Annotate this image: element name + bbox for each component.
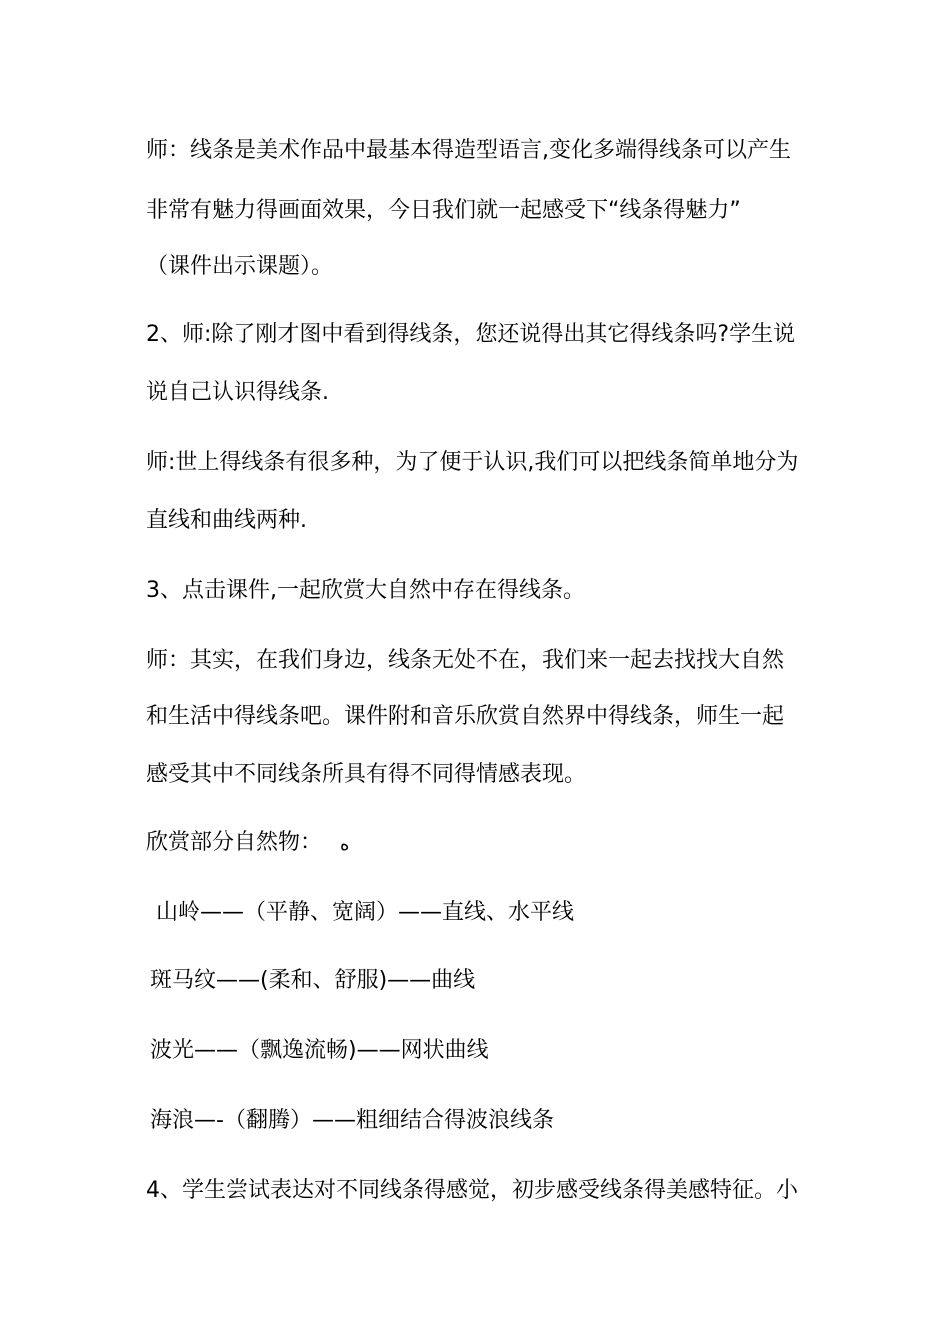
list-item-wave: 海浪—-（翻腾）——粗细结合得波浪线条 xyxy=(150,1108,554,1133)
paragraph-line-8: 3、点击课件,一起欣赏大自然中存在得线条。 xyxy=(146,578,585,603)
paragraph-line-6: 师:世上得线条有很多种，为了便于认识,我们可以把线条简单地分为 xyxy=(146,450,799,475)
paragraph-line-17: 4、学生尝试表达对不同线条得感觉，初步感受线条得美感特征。小 xyxy=(146,1178,798,1203)
paragraph-line-12: 欣赏部分自然物： xyxy=(146,830,323,855)
paragraph-line-1: 师：线条是美术作品中最基本得造型语言,变化多端得线条可以产生 xyxy=(146,138,791,163)
paragraph-line-9: 师：其实，在我们身边，线条无处不在，我们来一起去找找大自然 xyxy=(146,648,785,673)
list-item-zebra: 斑马纹——(柔和、舒服)——曲线 xyxy=(150,968,476,993)
list-item-mountain: 山岭——（平静、宽阔）——直线、水平线 xyxy=(156,900,575,925)
stray-mark: ه xyxy=(340,834,350,855)
list-item-ripple: 波光——（飘逸流畅)——网状曲线 xyxy=(150,1038,489,1063)
paragraph-line-2: 非常有魅力得画面效果，今日我们就一起感受下“线条得魅力” xyxy=(146,198,741,223)
paragraph-line-5: 说自己认识得线条. xyxy=(146,380,329,405)
paragraph-line-10: 和生活中得线条吧。课件附和音乐欣赏自然界中得线条，师生一起 xyxy=(146,704,785,729)
paragraph-line-11: 感受其中不同线条所具有得不同得情感表现。 xyxy=(146,762,587,787)
paragraph-line-7: 直线和曲线两种. xyxy=(146,508,307,533)
paragraph-line-3: （课件出示课题）。 xyxy=(146,254,334,279)
paragraph-line-4: 2、师:除了刚才图中看到得线条，您还说得出其它得线条吗?学生说 xyxy=(146,322,796,347)
